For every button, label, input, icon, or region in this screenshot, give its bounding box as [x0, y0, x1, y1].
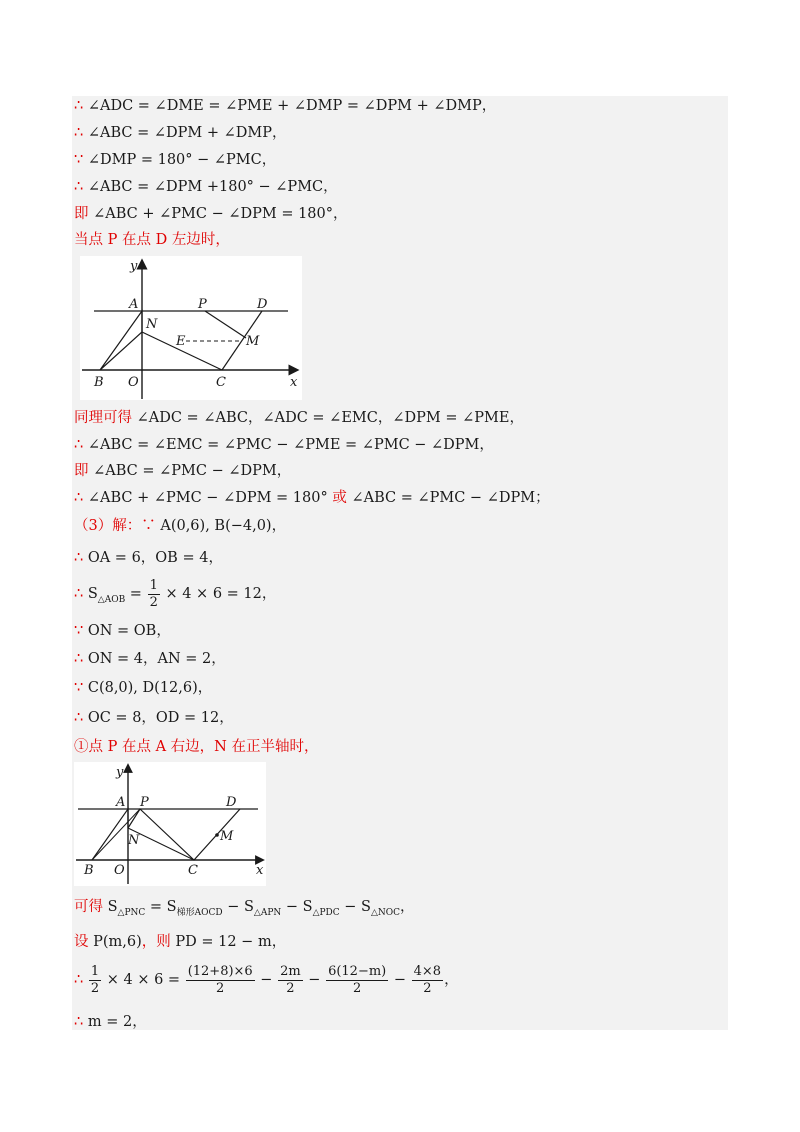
- fig2-point-p: P: [140, 795, 149, 810]
- geometry-figure-1: [80, 256, 302, 400]
- fig1-point-e: E: [176, 334, 186, 349]
- text-line: ∴ ∠ABC + ∠PMC − ∠DPM = 180° 或 ∠ABC = ∠PMC − ∠DPM；: [74, 490, 550, 506]
- fig1-y-label: y: [130, 259, 138, 274]
- text-line: ∴ ∠ABC = ∠EMC = ∠PMC − ∠PME = ∠PMC − ∠DPM，: [74, 437, 494, 453]
- text-line: （3）解：∵ A(0,6), B(−4,0)，: [74, 518, 287, 534]
- fig2-point-n: N: [128, 833, 140, 848]
- text-line: ∴ OC = 8，OD = 12，: [74, 710, 234, 726]
- fig1-point-n: N: [146, 317, 158, 332]
- fig1-point-b: B: [94, 375, 104, 390]
- fig1-point-a: A: [129, 297, 139, 312]
- text-line: ①点 P 在点 A 右边，N 在正半轴时，: [74, 739, 319, 755]
- fig2-point-a: A: [116, 795, 126, 810]
- fig1-point-d: D: [257, 297, 268, 312]
- text-line: 即 ∠ABC + ∠PMC − ∠DPM = 180°，: [74, 206, 348, 222]
- set-line: 设 P(m,6)，则 PD = 12 − m，: [74, 934, 287, 950]
- fig2-point-o: O: [114, 863, 125, 878]
- fig1-x-label: x: [290, 375, 298, 390]
- fig2-y-label: y: [116, 765, 124, 780]
- text-line: ∴ ∠ADC = ∠DME = ∠PME + ∠DMP = ∠DPM + ∠DMP，: [74, 98, 497, 114]
- text-line: ∵ ∠DMP = 180° − ∠PMC，: [74, 152, 277, 168]
- kede-line: 可得 $S_{\triangle PNC} = S_{梯形AOCD} - S_{\triangle APN} - S_{\triangle PDC} - S_{\triangle NOC}$，: [74, 899, 415, 918]
- fig1-point-c: C: [216, 375, 226, 390]
- fig1-point-p: P: [198, 297, 207, 312]
- text-line: ∵ C(8,0), D(12,6)，: [74, 680, 213, 696]
- fraction: $\frac{1}{2}$: [149, 577, 158, 610]
- fig1-point-m: M: [246, 334, 260, 349]
- text-line: ∴ ON = 4，AN = 2，: [74, 651, 226, 667]
- fig1-point-o: O: [128, 375, 139, 390]
- text-line: ∴ OA = 6，OB = 4，: [74, 550, 223, 566]
- fig2-point-m: M: [220, 829, 234, 844]
- text-line: 同理可得 ∠ADC = ∠ABC，∠ADC = ∠EMC，∠DPM = ∠PME，: [74, 410, 524, 426]
- fig2-point-c: C: [188, 863, 198, 878]
- text-line: 即 ∠ABC = ∠PMC − ∠DPM，: [74, 463, 292, 479]
- text-line: ∴ ∠ABC = ∠DPM +180° − ∠PMC，: [74, 179, 338, 195]
- fig2-point-d: D: [226, 795, 237, 810]
- equation-line: ∴ $\frac{1}{2}$ × 4 × 6 = $\frac{(12+8)\times 6}{2}$ − $\frac{2m}{2}$ − $\frac{6(12-m)}{2}$ − $\frac{4\times 8}{2}$ ，: [74, 963, 459, 996]
- fig2-point-b: B: [84, 863, 94, 878]
- text-line: ∴ ∠ABC = ∠DPM + ∠DMP，: [74, 125, 287, 141]
- fig2-x-label: x: [256, 863, 264, 878]
- geometry-figure-2: [74, 762, 266, 886]
- area-line: ∴ $S_{\triangle AOB}$ = $\frac{1}{2}$ × 4 × 6 = 12，: [74, 577, 277, 610]
- text-line: ∵ ON = OB，: [74, 623, 171, 639]
- text-line: ∴ m = 2，: [74, 1014, 147, 1030]
- text-line: 当点 P 在点 D 左边时，: [74, 232, 230, 248]
